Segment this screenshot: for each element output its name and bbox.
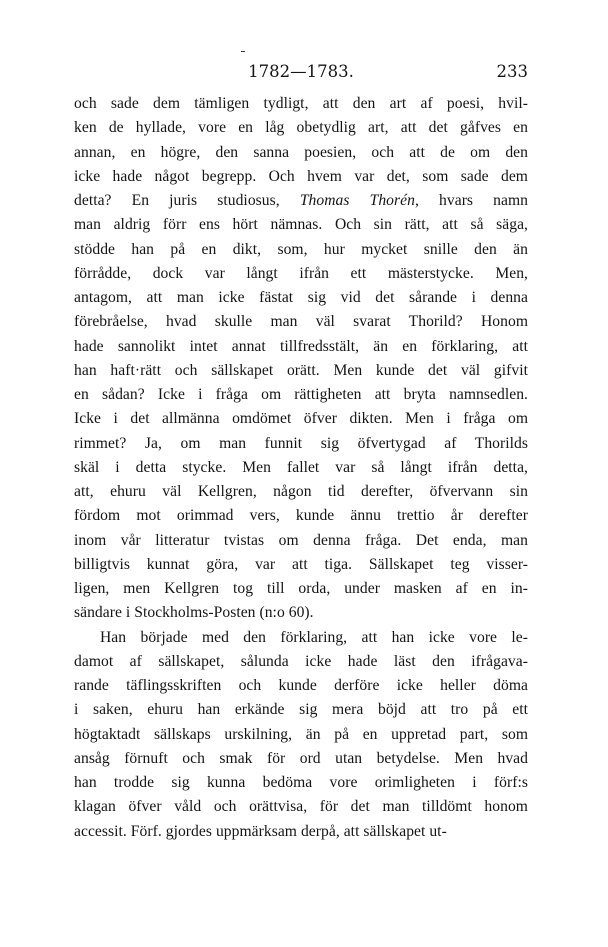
- text-line: stödde han på en dikt, som, hur mycket snille den än: [74, 240, 528, 258]
- paragraph: [74, 92, 528, 626]
- text-line: rimmet? Ja, om man funnit sig öfvertygad af Thorilds: [74, 434, 528, 452]
- text-line: antagom, att man icke fästat sig vid det sårande i denna: [74, 289, 528, 306]
- running-title: 1782—1783.: [248, 62, 354, 81]
- text-line: ansåg förnuft och smak för ord utan betydelse. Men hvad: [74, 749, 528, 767]
- text-line: fördom mot orimmad vers, kunde ännu trettio år derefter: [74, 507, 528, 525]
- text-line: Icke i det allmänna omdömet öfver dikten. Men i fråga om: [74, 410, 528, 428]
- text-line: Han började med den förklaring, att han icke vore le-: [100, 628, 528, 646]
- print-speck: [241, 51, 245, 52]
- text-line: billigtvis kunnat göra, var att tiga. Sällskapet teg visser-: [74, 555, 528, 573]
- text-line: accessit. Förf. gjordes uppmärksam derpå, att sällskapet ut-: [74, 822, 447, 840]
- text-line: i saken, ehuru han erkände sig mera böjd att tro på ett: [74, 701, 528, 719]
- text-line: damot af sällskapet, sålunda icke hade läst den ifrågava-: [74, 652, 528, 670]
- text-line: ligen, men Kellgren tog till orda, under masken af en in-: [74, 580, 528, 597]
- text-line: att, ehuru väl Kellgren, någon tid derefter, öfvervann sin: [74, 483, 528, 500]
- text-line: sändare i Stockholms-Posten (n:o 60).: [74, 604, 314, 622]
- text-line: han trodde sig kunna bedöma vore orimligheten i förf:s: [74, 774, 528, 791]
- text-line: klagan öfver våld och orättvisa, för det man tilldömt honom: [74, 798, 528, 816]
- text-line: förebråelse, hvad skulle man väl svarat Thorild? Honom: [74, 313, 528, 331]
- page-number: 233: [496, 62, 528, 81]
- text-line: annan, en högre, den sanna poesien, och att de om den: [74, 143, 528, 161]
- text-line: icke hade något begrepp. Och hvem var det, som sade dem: [74, 167, 528, 185]
- text-line: förrådde, dock var långt ifrån ett mästerstycke. Men,: [74, 264, 528, 282]
- text-line: och sade dem tämligen tydligt, att den art af poesi, hvil-: [74, 95, 528, 112]
- text-line: skäl i detta stycke. Men fallet var så långt ifrån detta,: [74, 458, 528, 476]
- text-line: högtaktadt sällskaps urskilning, än på en uppretad part, som: [74, 725, 528, 743]
- text-line: rande täflingsskriften och kunde derföre icke heller döma: [74, 677, 528, 694]
- paragraph: [74, 626, 528, 844]
- text-line: han haft·rätt och sällskapet orätt. Men kunde det väl gifvit: [74, 361, 528, 379]
- text-line: hade sannolikt intet annat tillfredsstält, än en förklaring, att: [74, 337, 528, 355]
- text-line: inom vår litteratur tvistas om denna fråga. Det enda, man: [74, 531, 528, 549]
- text-line: ken de hyllade, vore en låg obetydlig art, att det gåfves en: [74, 119, 528, 137]
- body-text: [74, 92, 528, 844]
- italic-name: Thomas Thorén: [299, 192, 415, 209]
- text-line: man aldrig förr ens hört nämnas. Och sin rätt, att så säga,: [74, 216, 528, 234]
- page-header: [74, 62, 528, 86]
- text-line: detta? En juris studiosus, Thomas Thorén, hvars namn: [74, 192, 529, 209]
- text-line: en sådan? Icke i fråga om rättigheten att bryta namnsedlen.: [74, 386, 528, 403]
